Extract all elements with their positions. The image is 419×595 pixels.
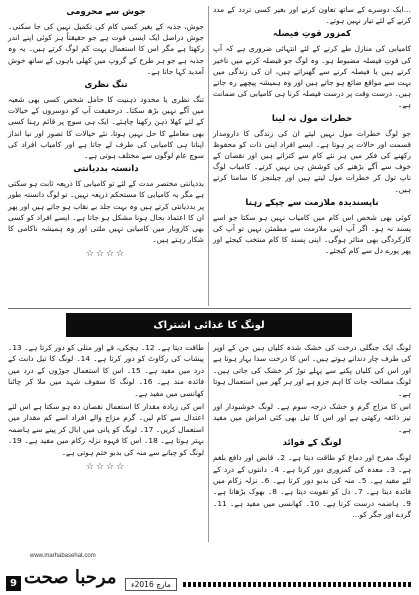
section-heading: تنگ نظری <box>84 80 128 91</box>
clove-article-left <box>8 342 204 473</box>
magazine-logo: مرحبا صحت <box>24 567 117 588</box>
issue-date: مارچ 2016ء <box>125 578 177 591</box>
section-job <box>213 197 411 257</box>
stars-divider: ☆☆☆☆ <box>85 462 127 473</box>
clove-article-right <box>213 342 411 523</box>
left-column <box>8 4 204 261</box>
paragraph: جوش، جذبہ کے بغیر کسی کام کی تکمیل نہیں کی جا سکتی۔ جوش دراصل ایک ایسی قوت ہے جو حقیقتاً ہر کوئی اپنے اندر رکھتا ہے مگر اس کا استعمال بہت کم لوگ کرتے ہیں۔ یہ وہ جذبہ ہے جو ہر طرح کے گروپ میں کھلی باہوں کے ساتھ خوش آمدید کہا جاتا ہے۔ <box>8 22 204 76</box>
banner-title: لونگ کا غذائی اشتراک <box>153 319 265 331</box>
stars-divider: ☆☆☆☆ <box>85 249 127 260</box>
right-column <box>213 4 411 259</box>
section-narrow-mind <box>8 79 204 161</box>
paragraph: اس کا مزاج گرم و خشک درجہ سوم ہے۔ لونگ خوشبودار اور تیز ذائقہ رکھتی ہے اور اس کا تیل بھی کئی امراض میں مفید ہے۔ <box>213 402 411 434</box>
paragraph: کامیابی کی منازل طے کرنے کے لئے انتہائی ضروری ہے کہ آپ کی قوتِ فیصلہ مضبوط ہو۔ وہ لوگ جو فیصلہ کرنے میں تاخیر کرتے ہیں یا فیصلہ کرنے سے گھبراتے ہیں، ان کی زندگی میں بہت سے مواقع ضائع ہو جاتے ہیں اور وہ ہمیشہ پیچھے رہ جاتے ہیں۔ درست وقت پر درست فیصلہ کرنا ہی کامیابی کی ضمانت ہے۔ <box>213 44 411 110</box>
paragraph: طاقت دیتا ہے۔ 12۔ ہچکی، قے اور متلی کو دور کرتا ہے۔ 13۔ پیشاب کی رکاوٹ کو دور کرتا ہے۔ 14۔ لونگ کا تیل دانت کے درد میں مفید ہے۔ 15۔ اس کا استعمال جوڑوں کے درد میں فائدہ مند ہے۔ 16۔ لونگ کا سفوف شہد میں ملا کر چاٹنا کھانسی میں مفید ہے۔ <box>8 343 205 398</box>
paragraph: اس کی زیادہ مقدار کا استعمال نقصان دہ ہو سکتا ہے اس لئے اعتدال سے کام لیں۔ گرم مزاج والے افراد اسے کم مقدار میں استعمال کریں۔ 17۔ لونگ کو پانی میں ابال کر پینے سے ہاضمہ بہتر ہوتا ہے۔ 18۔ اس کا قہوہ نزلہ زکام میں مفید ہے۔ 19۔ لونگ کو چبانے سے منہ کی بدبو ختم ہوتی ہے۔ <box>8 402 204 457</box>
paragraph: بددیانتی مختصر مدت کے لئے تو کامیابی کا ذریعہ ثابت ہو سکتی ہے مگر یہ کامیابی کا مستحکم ذریعہ نہیں۔ تو لوگ دانستہ طور پر بددیانتی کرتے ہیں وہ بہت جلد بے نقاب ہو جاتے ہیں اور پھر ان کا اعتماد بحال ہونا مشکل ہو جاتا ہے۔ ایسے افراد کو کسی بھی کاروبار میں کامیابی نہیں ملتی اور وہ ہمیشہ ناکامی کا شکار رہتے ہیں۔ <box>8 179 204 245</box>
page-footer <box>0 548 419 595</box>
paragraph: لونگ ایک جنگلی درخت کی خشک شدہ کلیاں ہیں جن کے اوپر کی طرف چار دندانے ہوتے ہیں۔ اس کا درخت سدا بہار ہوتا ہے اور اس کی کلیاں پکنے سے پہلے توڑ کر خشک کی جاتی ہیں۔ لونگ مصالحہ جات کا اہم جزو ہے اور ہر گھر میں استعمال ہوتا ہے۔ <box>213 343 411 398</box>
section-heading: ناپسندیدہ ملازمت سے چپکے رہنا <box>245 197 379 208</box>
section-heading: خطرات مول نہ لینا <box>271 113 353 124</box>
benefits-heading: لونگ کے فوائد <box>282 438 342 449</box>
intro-paragraph: …ایک دوسرے کے ساتھ تعاون کرنے اور بغیر کسی تردد کے مدد کرنے کے لئے تیار نہیں ہوتے۔ <box>213 5 411 26</box>
section-heading: جوش سے محرومی <box>66 7 146 17</box>
section-weak-decision <box>213 28 411 110</box>
footer-decorative-bar <box>183 582 411 587</box>
section-risk <box>213 113 411 195</box>
section-dishonesty <box>8 163 204 245</box>
benefits-list: لونگ مفرح اور دماغ کو طاقت دیتا ہے۔ 2۔ قابض اور دافع بلغم ہے۔ 3۔ معدہ کی کمزوری دور کرتا ہے۔ 4۔ دانتوں کے درد کے لئے مفید ہے۔ 5۔ منہ کی بدبو دور کرتا ہے۔ 6۔ نزلہ زکام میں فائدہ دیتا ہے۔ 7۔ دل کو تقویت دیتا ہے۔ 8۔ بھوک بڑھاتا ہے۔ 9۔ ہاضمہ درست کرتا ہے۔ 10۔ کھانسی میں مفید ہے۔ 11۔ گردے اور جگر کو… <box>213 453 411 520</box>
page-number: 9 <box>6 576 21 591</box>
section-enthusiasm <box>8 6 204 77</box>
website-url: www.marhabasehat.com <box>30 553 96 559</box>
section-heading: دانستہ بددیانتی <box>73 164 139 175</box>
article-banner <box>66 313 352 337</box>
paragraph: جو لوگ خطرات مول نہیں لیتے ان کی زندگی کا دارومدار قسمت اور حالات پر ہوتا ہے۔ ایسے افراد اپنی ذات کو محفوظ رکھنے کی فکر میں ہر نئے کام سے کتراتے ہیں اور نقصان کے خوف سے آگے بڑھنے کی کوشش ہی نہیں کرتے۔ کامیاب لوگ ناپ تول کر خطرات مول لیتے ہیں اور چیلنجز کا سامنا کرتے ہیں۔ <box>213 128 411 194</box>
section-divider <box>8 308 411 309</box>
column-divider <box>208 6 209 306</box>
column-divider <box>208 342 209 542</box>
paragraph: تنگ نظری یا محدود ذہنیت کا حامل شخص کسی بھی شعبہ میں آگے نہیں بڑھ سکتا۔ درحقیقت آپ کو دوسروں کے خیالات کے لئے کھلا ذہن رکھنا چاہئے۔ ایک ہی سوچ پر قائم رہنا کسی بھی معاملے کا حل نہیں ہوتا، نئے خیالات کا تصور اور نیا انداز اپنانا ہی کامیابی کی طرف لے جاتا ہے اور کامیاب افراد کی سوچ عام لوگوں سے مختلف ہوتی ہے۔ <box>8 95 204 161</box>
paragraph: کوئی بھی شخص اس کام میں کامیاب نہیں ہو سکتا جو اسے پسند نہ ہو۔ اگر آپ اپنی ملازمت سے مطمئن نہیں تو آپ کی کارکردگی بھی متاثر ہوگی۔ اپنی پسند کا کام منتخب کیجئے اور پھر پورے دل سے کام کیجئے۔ <box>213 212 411 256</box>
section-heading: کمزور قوتِ فیصلہ <box>272 29 352 40</box>
